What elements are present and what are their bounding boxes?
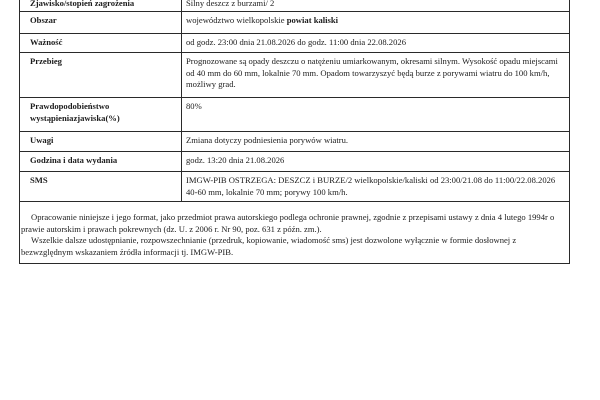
value-validity: od godz. 23:00 dnia 21.08.2026 do godz. 11:00 dnia 22.08.2026 [182, 34, 570, 53]
row-remarks [20, 132, 570, 152]
label-area: Obszar [20, 12, 182, 34]
value-area-county: powiat kaliski [284, 15, 339, 25]
label-sms: SMS [20, 172, 182, 202]
row-validity [20, 34, 570, 53]
label-course: Przebieg [20, 53, 182, 98]
value-issued: godz. 13:20 dnia 21.08.2026 [182, 152, 570, 172]
value-remarks: Zmiana dotyczy podniesienia porywów wiatru. [182, 132, 570, 152]
warning-table [19, 0, 570, 202]
value-area [182, 12, 570, 34]
row-course [20, 53, 570, 98]
label-issued: Godzina i data wydania [20, 152, 182, 172]
copyright-note [21, 212, 568, 258]
label-validity: Ważność [20, 34, 182, 53]
row-sms [20, 172, 570, 202]
value-phenomenon: Silny deszcz z burzami/ 2 [182, 0, 570, 12]
copyright-paragraph: Opracowanie niniejsze i jego format, jako przedmiot prawa autorskiego podlega ochronie prawnej, zgodnie z przepisami ustawy z dnia 4 lutego 1994r o prawie autorskim i prawach pokrewnych (dz. U. z 2006 r. Nr 90, poz. 631 z późn. zm.). [21, 212, 555, 234]
row-phenomenon [20, 0, 570, 12]
label-remarks: Uwagi [20, 132, 182, 152]
value-course: Prognozowane są opady deszczu o natężeniu umiarkowanym, okresami silnym. Wysokość opadu miejscami od 40 mm do 60 mm, lokalnie 70 mm. Opadom towarzyszyć będą burze z porywami wiatru do 100 km/h, możliwy grad. [182, 53, 570, 98]
value-sms: IMGW-PIB OSTRZEGA: DESZCZ i BURZE/2 wielkopolskie/kaliski od 23:00/21.08 do 11:00/22.08.2026 40-60 mm, lokalnie 70 mm; porywy 100 km/h. [182, 172, 570, 202]
distribution-paragraph: Wszelkie dalsze udostępnianie, rozpowszechnianie (przedruk, kopiowanie, wiadomość sms) jest dozwolone wyłącznie w formie dosłownej z bezwzględnym wskazaniem źródła informacji tj. IMGW-PIB. [21, 235, 517, 257]
row-issued [20, 152, 570, 172]
value-probability: 80% [182, 98, 570, 132]
label-probability: Prawdopodobieństwo wystąpieniazjawiska(%) [20, 98, 182, 132]
row-area [20, 12, 570, 34]
row-probability [20, 98, 570, 132]
label-phenomenon: Zjawisko/stopień zagrożenia [20, 0, 182, 12]
value-area-region: województwo wielkopolskie [186, 15, 285, 25]
